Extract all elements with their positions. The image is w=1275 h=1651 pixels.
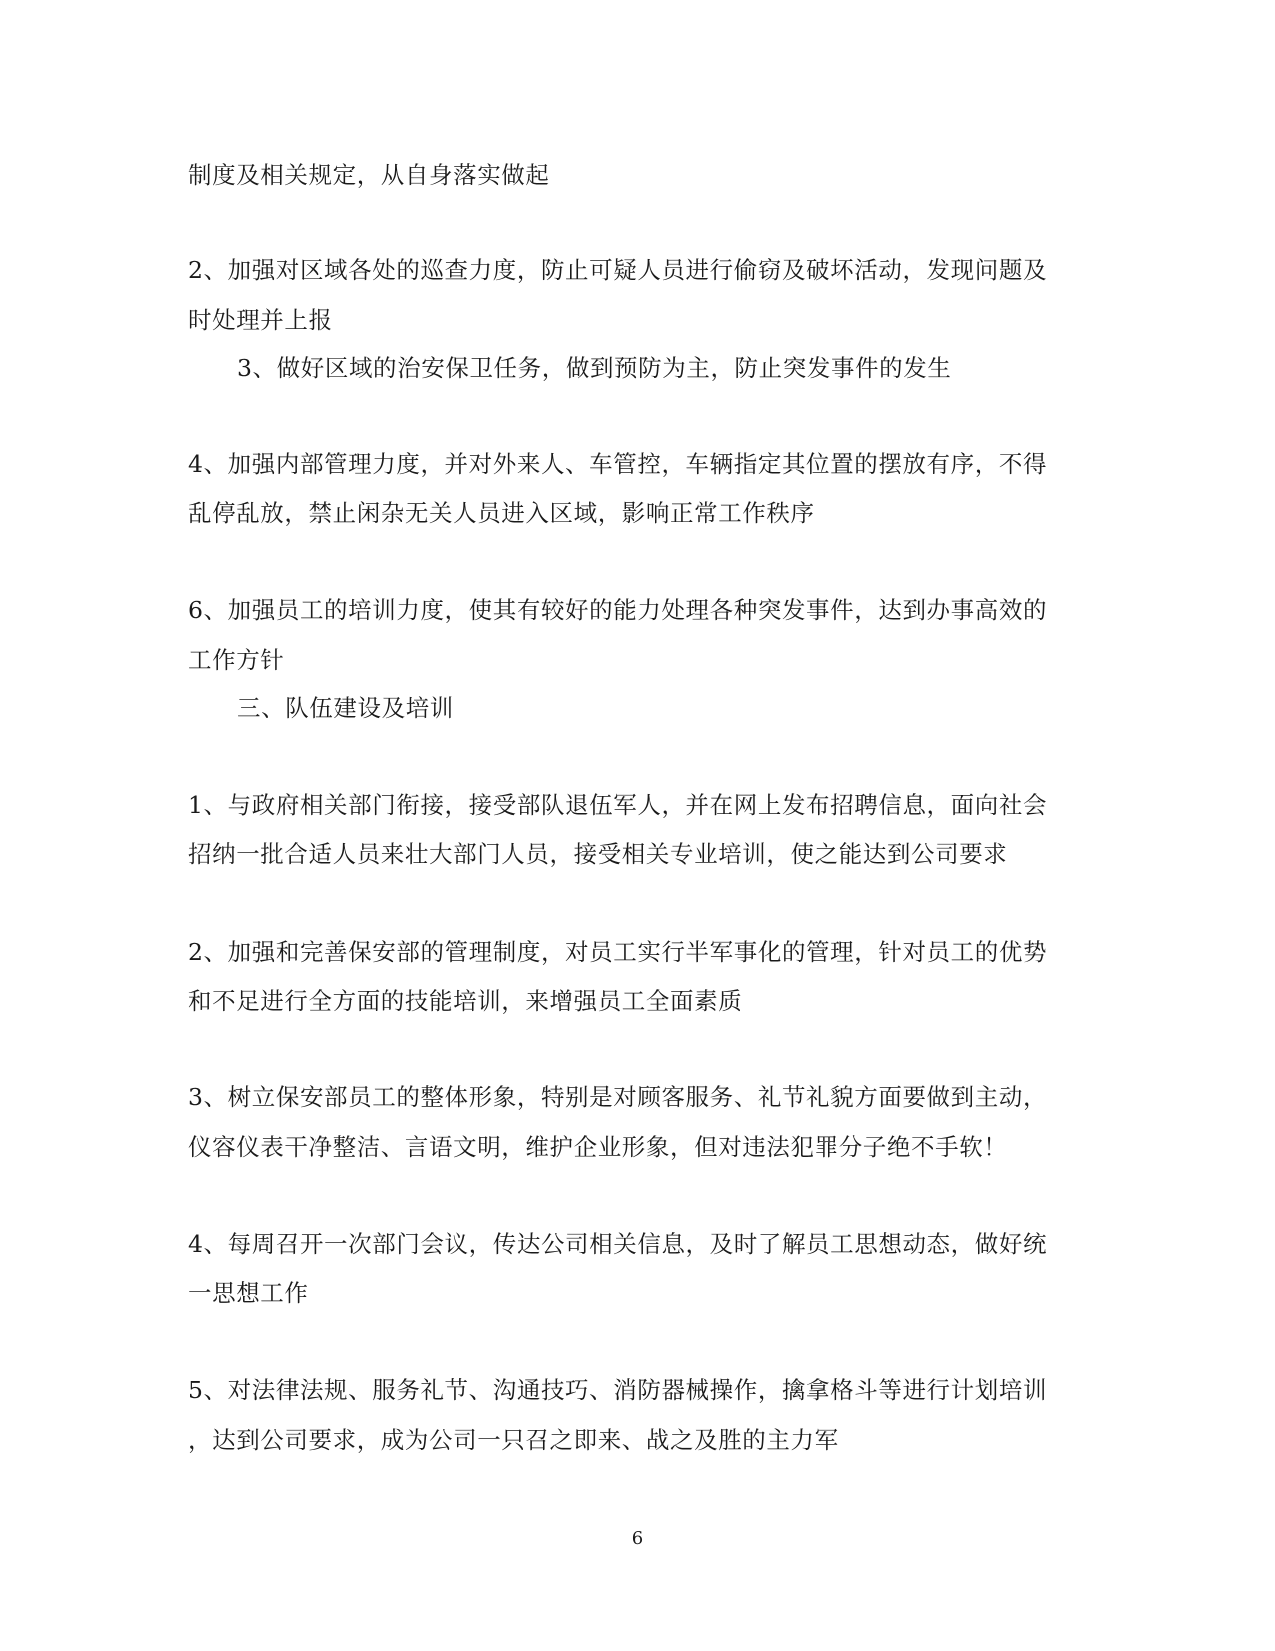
paragraph-line: 时处理并上报 bbox=[188, 306, 333, 334]
paragraph-line: 6、加强员工的培训力度，使其有较好的能力处理各种突发事件，达到办事高效的 bbox=[188, 596, 1048, 624]
paragraph-line: 仪容仪表干净整洁、言语文明，维护企业形象，但对违法犯罪分子绝不手软！ bbox=[188, 1133, 1008, 1161]
paragraph-line: 4、每周召开一次部门会议，传达公司相关信息，及时了解员工思想动态，做好统 bbox=[188, 1230, 1048, 1258]
page-number: 6 bbox=[631, 1528, 644, 1549]
paragraph-line: 乱停乱放，禁止闲杂无关人员进入区域，影响正常工作秩序 bbox=[188, 499, 815, 527]
paragraph-line: ，达到公司要求，成为公司一只召之即来、战之及胜的主力军 bbox=[188, 1426, 839, 1454]
paragraph-line: 3、做好区域的治安保卫任务，做到预防为主，防止突发事件的发生 bbox=[237, 354, 952, 382]
paragraph-line: 一思想工作 bbox=[188, 1279, 309, 1307]
paragraph-line: 1、与政府相关部门衔接，接受部队退伍军人，并在网上发布招聘信息，面向社会 bbox=[188, 791, 1048, 819]
paragraph-line: 工作方针 bbox=[188, 646, 285, 674]
paragraph-line: 2、加强对区域各处的巡查力度，防止可疑人员进行偷窃及破坏活动，发现问题及 bbox=[188, 256, 1048, 284]
paragraph-line: 招纳一批合适人员来壮大部门人员，接受相关专业培训，使之能达到公司要求 bbox=[188, 840, 1008, 868]
paragraph-line: 制度及相关规定，从自身落实做起 bbox=[188, 161, 550, 189]
paragraph-line: 3、树立保安部员工的整体形象，特别是对顾客服务、礼节礼貌方面要做到主动， bbox=[188, 1083, 1048, 1111]
paragraph-line: 和不足进行全方面的技能培训，来增强员工全面素质 bbox=[188, 987, 743, 1015]
section-heading: 三、队伍建设及培训 bbox=[237, 694, 454, 722]
paragraph-line: 4、加强内部管理力度，并对外来人、车管控，车辆指定其位置的摆放有序，不得 bbox=[188, 450, 1048, 478]
paragraph-line: 5、对法律法规、服务礼节、沟通技巧、消防器械操作，擒拿格斗等进行计划培训 bbox=[188, 1376, 1048, 1404]
paragraph-line: 2、加强和完善保安部的管理制度，对员工实行半军事化的管理，针对员工的优势 bbox=[188, 938, 1048, 966]
